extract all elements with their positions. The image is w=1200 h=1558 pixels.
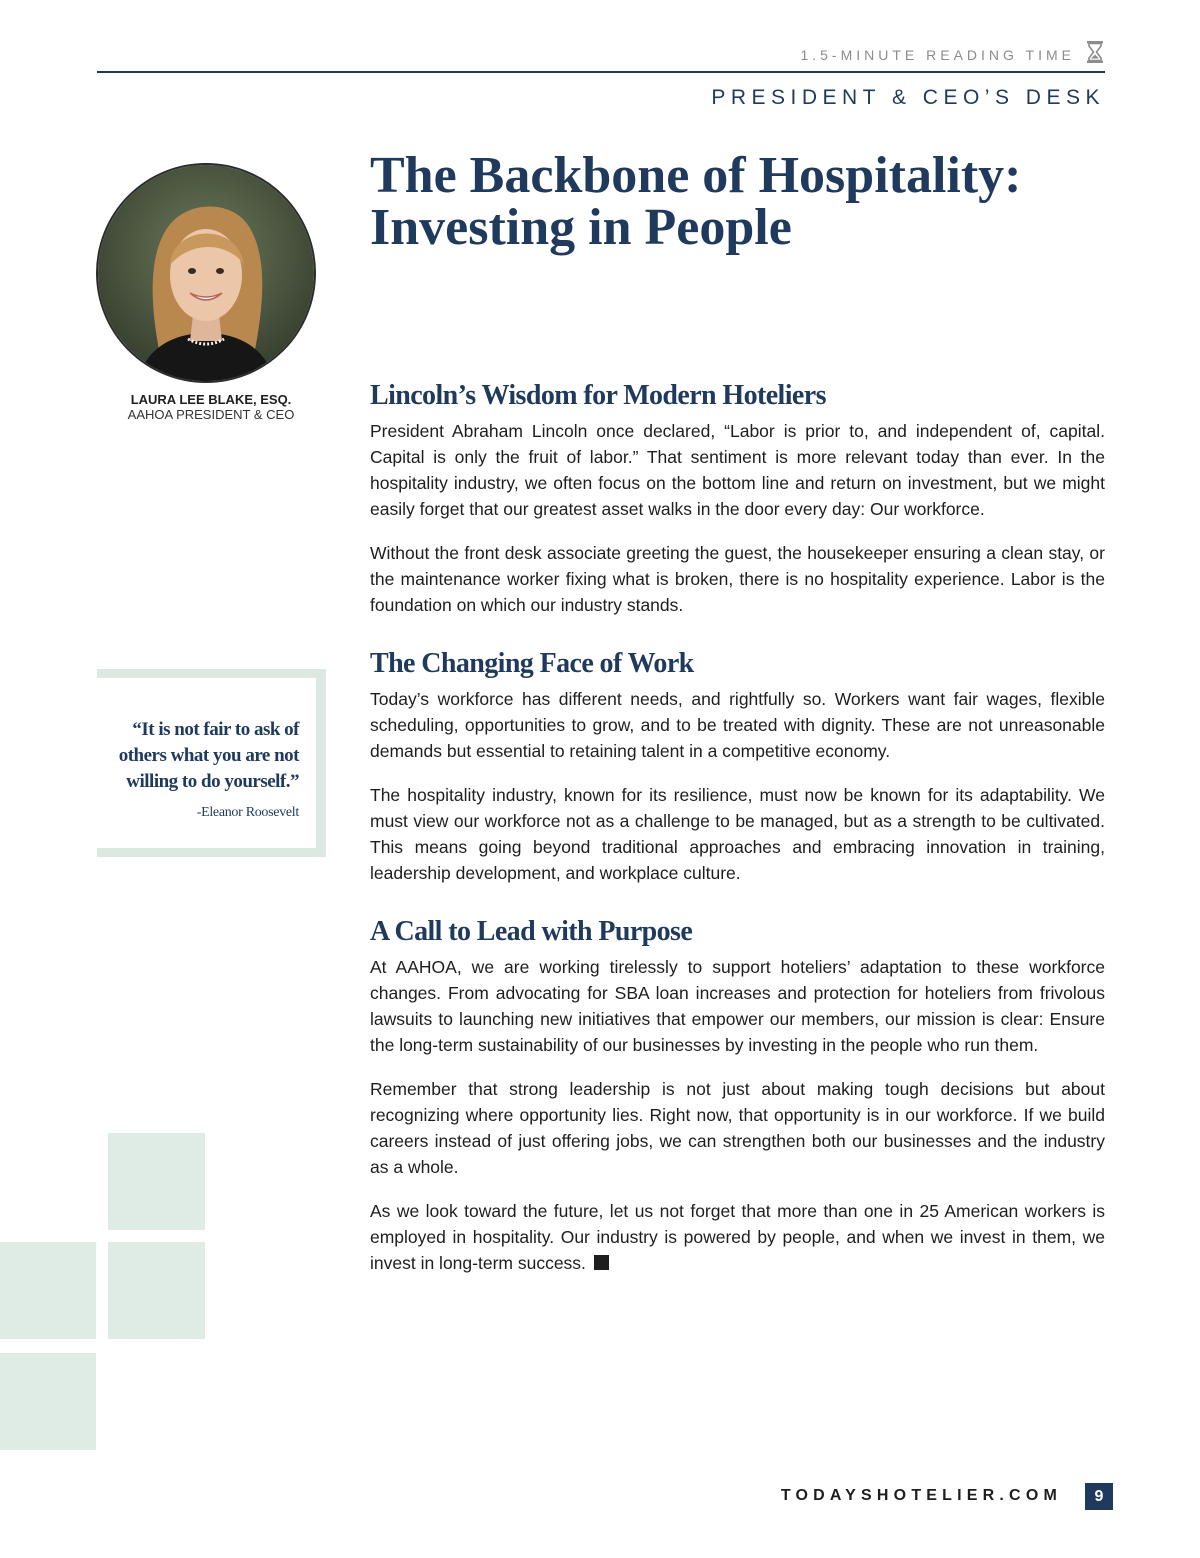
author-name: LAURA LEE BLAKE, ESQ. (130, 392, 292, 407)
pull-quote-text: “It is not fair to ask of others what you are not willing to do yourself.” (118, 719, 299, 792)
author-portrait-image (98, 165, 314, 381)
section-heading: A Call to Lead with Purpose (370, 916, 693, 947)
decorative-square (0, 1353, 96, 1450)
page-number: 9 (1085, 1483, 1113, 1510)
body-paragraph: At AAHOA, we are working tirelessly to support hoteliers’ adaptation to these workforce changes. From advocating for SBA loan increases and protection for hoteliers from frivolous lawsuits to launching new initiatives that empower our members, our mission is clear: Ensure the long-term sustainability of our businesses by investing in the people who run them. (370, 957, 1105, 1055)
decorative-square (0, 1242, 96, 1339)
pull-quote-attribution: -Eleanor Roosevelt (196, 805, 299, 820)
article-body (370, 380, 1105, 1294)
author-byline (97, 392, 325, 422)
decorative-square (108, 1242, 205, 1339)
article-title: The Backbone of Hospitality: Investing in People (370, 147, 1022, 256)
body-paragraph: Today’s workforce has different needs, and rightfully so. Workers want fair wages, flexible scheduling, opportunities to grow, and to be treated with dignity. These are not unreasonable demands but essential to retaining talent in a competitive economy. (370, 689, 1105, 761)
body-paragraph: Remember that strong leadership is not just about making tough decisions but about recognizing where opportunity lies. Right now, that opportunity is in our workforce. If we build careers instead of just offering jobs, we can strengthen both our businesses and the industry as a whole. (370, 1079, 1105, 1177)
section-heading: The Changing Face of Work (370, 648, 694, 679)
author-role: AAHOA PRESIDENT & CEO (127, 407, 295, 422)
author-portrait (96, 163, 316, 383)
end-mark-icon (594, 1255, 609, 1270)
pull-quote-inner (97, 678, 316, 848)
pull-quote-box (97, 669, 326, 857)
body-paragraph: The hospitality industry, known for its resilience, must now be known for its adaptability. We must view our workforce not as a challenge to be managed, but as a strength to be cultivated. This means going beyond traditional approaches and embracing innovation in training, leadership development, and workplace culture. (370, 785, 1105, 883)
final-paragraph-text: As we look toward the future, let us not forget that more than one in 25 American workers is employed in hospitality. Our industry is powered by people, and when we invest in them, we invest in long-term success. (370, 1201, 1105, 1273)
header-rule (97, 71, 1105, 73)
body-paragraph: President Abraham Lincoln once declared, “Labor is prior to, and independent of, capital. Capital is only the fruit of labor.” That sentiment is more relevant today than ever. In the hospitality industry, we often focus on the bottom line and return on investment, but we might easily forget that our greatest asset walks in the door every day: Our workforce. (370, 421, 1105, 519)
section-heading: Lincoln’s Wisdom for Modern Hoteliers (370, 380, 826, 411)
decorative-square (108, 1133, 205, 1230)
section-label: PRESIDENT & CEO’S DESK (711, 86, 1105, 109)
body-paragraph: Without the front desk associate greeting the guest, the housekeeper ensuring a clean stay, or the maintenance worker fixing what is broken, there is no hospitality experience. Labor is the foundation on which our industry stands. (370, 543, 1105, 615)
hourglass-icon (1086, 40, 1104, 64)
body-paragraph-final (370, 1198, 1105, 1276)
reading-time-label: 1.5-MINUTE READING TIME (800, 47, 1075, 63)
footer-site-link[interactable]: TODAYSHOTELIER.COM (780, 1487, 1062, 1504)
